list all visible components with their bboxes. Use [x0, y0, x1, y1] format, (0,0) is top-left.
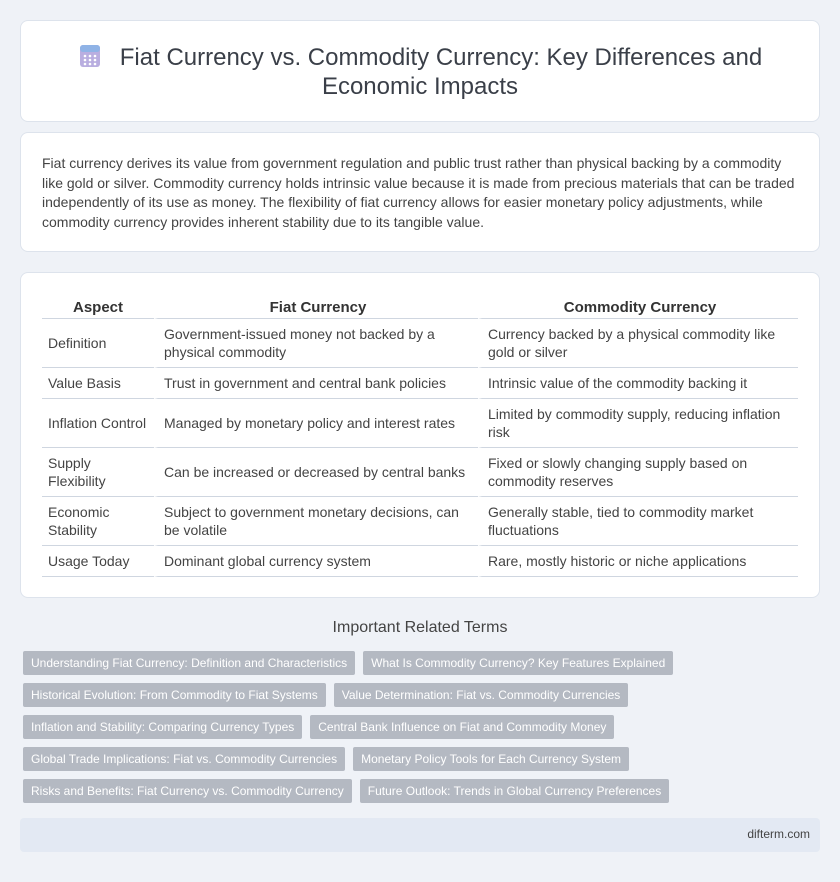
table-row	[42, 319, 798, 368]
related-terms-title: Important Related Terms	[332, 619, 508, 636]
table-cell: Value Basis	[42, 368, 154, 399]
table-cell: Inflation Control	[42, 399, 154, 448]
table-cell: Subject to government monetary decisions, can be volatile	[154, 497, 478, 546]
related-term-link[interactable]: Inflation and Stability: Comparing Currency Types	[23, 715, 302, 739]
page-title-text: Fiat Currency vs. Commodity Currency: Key Differences and Economic Impacts	[119, 44, 763, 100]
table-cell: Fixed or slowly changing supply based on commodity reserves	[478, 448, 798, 497]
table-cell: Can be increased or decreased by central banks	[154, 448, 478, 497]
table-row	[42, 399, 798, 448]
table-cell: Economic Stability	[42, 497, 154, 546]
table-row	[42, 448, 798, 497]
comparison-table	[42, 297, 798, 577]
table-cell: Managed by monetary policy and interest rates	[154, 399, 478, 448]
table-row	[42, 497, 798, 546]
related-terms-list	[23, 651, 813, 811]
header-commodity: Commodity Currency	[478, 297, 798, 319]
page-title	[21, 43, 819, 101]
related-term-link[interactable]: Value Determination: Fiat vs. Commodity Currencies	[334, 683, 629, 707]
comparison-card	[20, 272, 820, 598]
related-term-link[interactable]: Historical Evolution: From Commodity to Fiat Systems	[23, 683, 326, 707]
table-row	[42, 546, 798, 577]
table-header-row	[42, 297, 798, 319]
tag-row	[23, 779, 813, 803]
table-cell: Trust in government and central bank policies	[154, 368, 478, 399]
tag-row	[23, 683, 813, 707]
related-term-link[interactable]: Monetary Policy Tools for Each Currency System	[353, 747, 629, 771]
tag-row	[23, 747, 813, 771]
related-term-link[interactable]: Understanding Fiat Currency: Definition and Characteristics	[23, 651, 355, 675]
footer-site-link[interactable]: difterm.com	[747, 827, 810, 841]
table-cell: Limited by commodity supply, reducing inflation risk	[478, 399, 798, 448]
related-term-link[interactable]: Central Bank Influence on Fiat and Commodity Money	[310, 715, 614, 739]
intro-card	[20, 132, 820, 252]
table-cell: Currency backed by a physical commodity like gold or silver	[478, 319, 798, 368]
table-cell: Dominant global currency system	[154, 546, 478, 577]
calculator-icon	[78, 44, 102, 68]
table-cell: Definition	[42, 319, 154, 368]
table-cell: Supply Flexibility	[42, 448, 154, 497]
related-term-link[interactable]: Future Outlook: Trends in Global Currency Preferences	[360, 779, 669, 803]
header-card	[20, 20, 820, 122]
table-cell: Usage Today	[42, 546, 154, 577]
header-fiat: Fiat Currency	[154, 297, 478, 319]
table-cell: Rare, mostly historic or niche applications	[478, 546, 798, 577]
table-row	[42, 368, 798, 399]
related-term-link[interactable]: What Is Commodity Currency? Key Features Explained	[363, 651, 673, 675]
related-term-link[interactable]: Risks and Benefits: Fiat Currency vs. Commodity Currency	[23, 779, 352, 803]
table-cell: Intrinsic value of the commodity backing it	[478, 368, 798, 399]
intro-paragraph: Fiat currency derives its value from government regulation and public trust rather than physical backing by a commodity like gold or silver. Commodity currency holds intrinsic value because it is made from precious materials that can be traded independently of its use as money. The flexibility of fiat currency allows for easier monetary policy adjustments, while commodity currency provides inherent stability due to its tangible value.	[42, 155, 795, 230]
tag-row	[23, 715, 813, 739]
header-aspect: Aspect	[42, 297, 154, 319]
related-term-link[interactable]: Global Trade Implications: Fiat vs. Commodity Currencies	[23, 747, 345, 771]
table-cell: Government-issued money not backed by a physical commodity	[154, 319, 478, 368]
table-cell: Generally stable, tied to commodity market fluctuations	[478, 497, 798, 546]
footer	[20, 818, 820, 852]
tag-row	[23, 651, 813, 675]
